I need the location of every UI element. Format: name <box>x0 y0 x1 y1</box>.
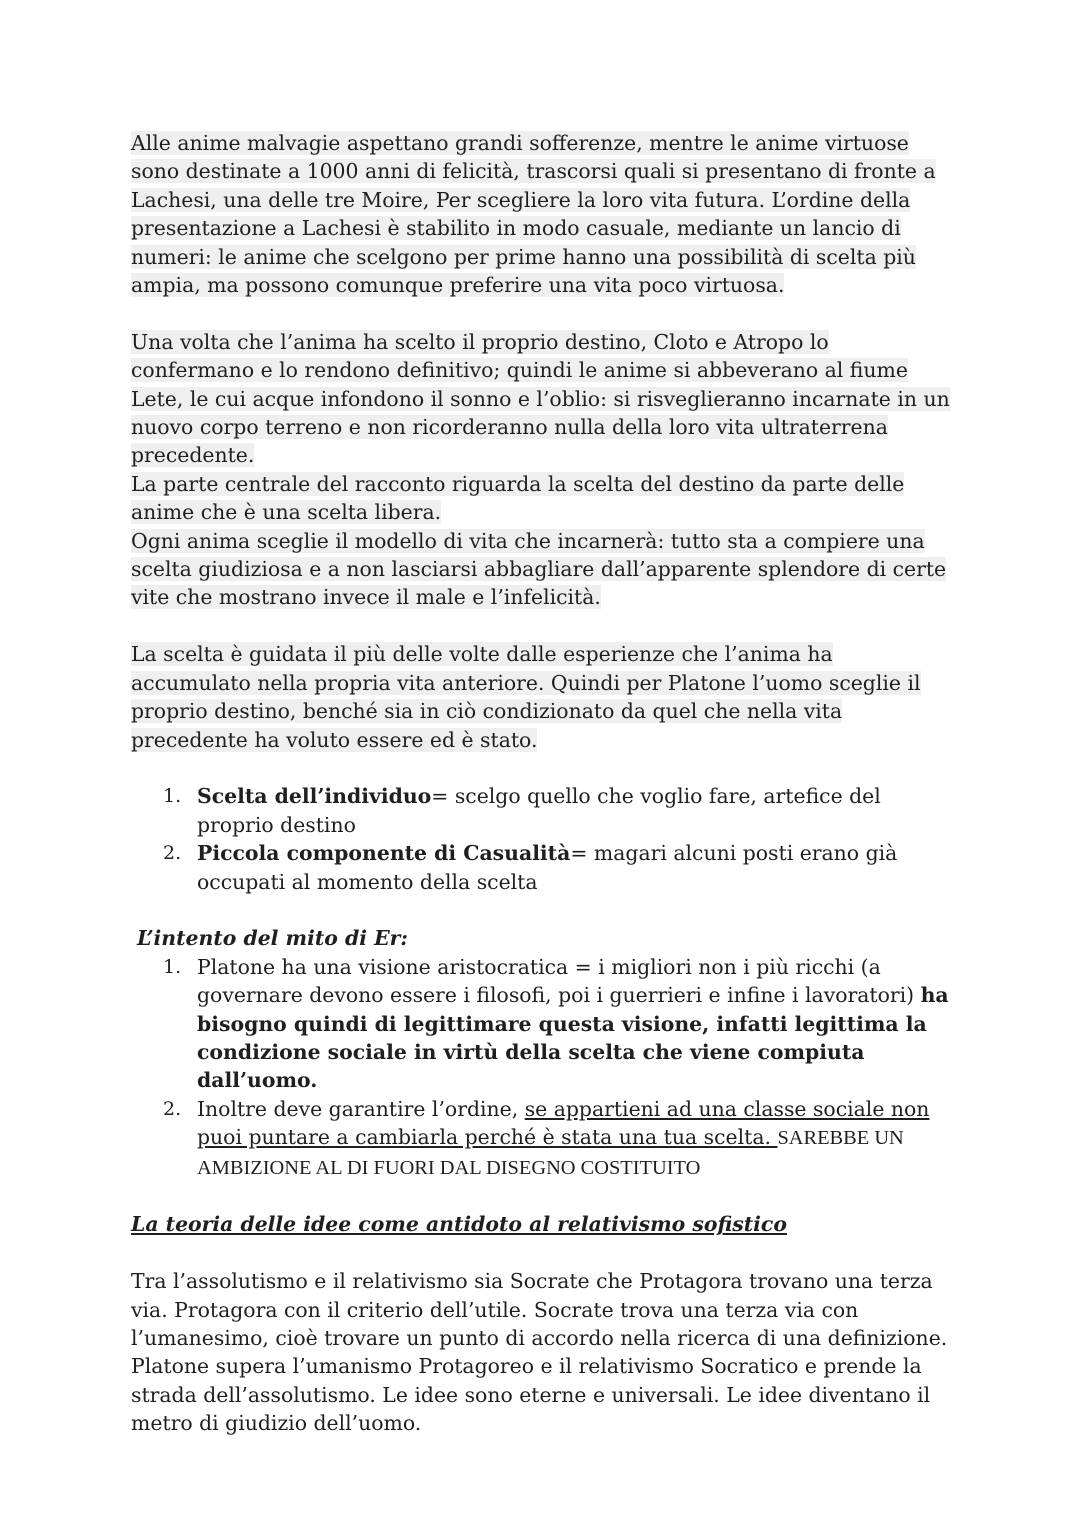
paragraph-assolutismo: Platone supera l’umanismo Protagoreo e il relativismo Socratico e prende la strada dell’assolutismo. Le idee sono eterne e universali. Le idee diventano il metro di giudizio dell’uomo. <box>131 1354 931 1436</box>
list-item <box>131 839 951 896</box>
list-item-underlined: se appartieni ad una classe sociale non puoi puntare a cambiarla perché è stata una tua scelta. <box>197 1096 930 1150</box>
spacer <box>131 299 951 327</box>
list-number: 2. <box>163 1097 182 1120</box>
list-item-emphasis: ha bisogno quindi di legittimare questa visione, infatti legittima la condizione sociale in virtù della scelta che viene compiuta dall’uomo. <box>197 983 949 1093</box>
intent-list <box>131 953 951 1182</box>
list-number: 1. <box>163 955 182 978</box>
document-page <box>131 129 951 1438</box>
spacer <box>131 1239 951 1267</box>
list-item <box>131 1095 951 1182</box>
paragraph-parte-centrale: La parte centrale del racconto riguarda la scelta del destino da parte delle anime che è una scelta libera. <box>131 471 905 525</box>
list-item-term: Scelta dell’individuo <box>197 784 432 809</box>
list-item <box>131 953 951 1095</box>
list-item-text: Inoltre deve garantire l’ordine, <box>197 1096 525 1121</box>
paragraph-esperienze: La scelta è guidata il più delle volte dalle esperienze che l’anima ha accumulato nella propria vita anteriore. Quindi per Platone l’uomo sceglie il proprio destino, benché sia in ciò condizionato da quel che nella vita precedente ha voluto essere ed è stato. <box>131 642 921 752</box>
list-number: 2. <box>163 842 182 865</box>
list-item-term: Piccola componente di Casualità <box>197 841 571 866</box>
paragraph-terza-via: Tra l’assolutismo e il relativismo sia Socrate che Protagora trovano una terza via. Protagora con il criterio dell’utile. Socrate trova una terza via con l’umanesimo, cioè trovare un punto di accordo nella ricerca di una definizione. <box>131 1269 948 1350</box>
paragraph-scelta-destino: Una volta che l’anima ha scelto il proprio destino, Cloto e Atropo lo confermano e lo rendono definitivo; quindi le anime si abbeverano al fiume Lete, le cui acque infondono il sonno e l’oblio: si risveglieranno incarnate in un nuovo corpo terreno e non ricorderanno nulla della loro vita ultraterrena precedente. <box>131 329 950 468</box>
section-title: La teoria delle idee come antidoto al relativismo sofistico <box>131 1212 787 1237</box>
spacer <box>131 1182 951 1210</box>
paragraph-anime-malvagie: Alle anime malvagie aspettano grandi sofferenze, mentre le anime virtuose sono destinate a 1000 anni di felicità, trascorsi quali si presentano di fronte a Lachesi, una delle tre Moire, Per scegliere la loro vita futura. L’ordine della presentazione a Lachesi è stabilito in modo casuale, mediante un lancio di numeri: le anime che scelgono per prime hanno una possibilità di scelta più ampia, ma possono comunque preferire una vita poco virtuosa. <box>131 131 936 298</box>
spacer <box>131 896 951 924</box>
spacer <box>131 754 951 782</box>
list-item-caps: SAREBBE UN AMBIZIONE AL DI FUORI DAL DISEGNO COSTITUITO <box>197 1127 904 1179</box>
list-item-text: = scelgo quello che voglio fare, artefice del proprio destino <box>197 784 881 837</box>
list-item-text: Platone ha una visione aristocratica = i migliori non i più ricchi (a governare devono essere i filosofi, poi i guerrieri e infine i lavoratori) <box>197 954 921 1008</box>
intent-heading: L’intento del mito di Er: <box>137 926 408 951</box>
paragraph-modello-vita: Ogni anima sceglie il modello di vita che incarnerà: tutto sta a compiere una scelta giudiziosa e a non lasciarsi abbagliare dall’apparente splendore di certe vite che mostrano invece il male e l’infelicità. <box>131 528 947 610</box>
list-item-text: = magari alcuni posti erano già occupati al momento della scelta <box>197 841 898 894</box>
choice-factors-list <box>131 782 951 896</box>
list-number: 1. <box>163 785 182 808</box>
list-item <box>131 782 951 839</box>
spacer <box>131 612 951 640</box>
